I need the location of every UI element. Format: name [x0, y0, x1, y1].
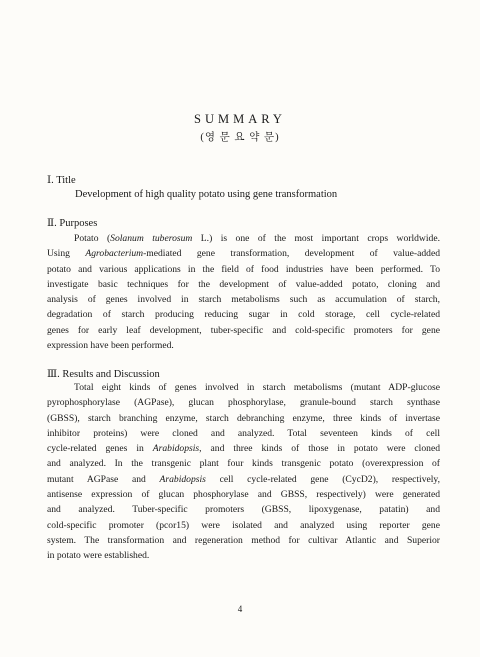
results-paragraph	[47, 380, 440, 564]
section-heading-title: Ⅰ. Title	[47, 175, 76, 186]
results-line: in potato were established.	[47, 550, 150, 562]
purposes-line: degradation of starch producing reducing sugar in cold storage, cell cycle-related	[47, 309, 440, 321]
purposes-line: investigate basic techniques for the development of value-added potato, cloning and	[47, 278, 440, 290]
page-number: 4	[237, 604, 243, 614]
results-line: antisense expression of glucan phosphorylase and GBSS, respectively) were generated	[47, 489, 440, 501]
page-title: SUMMARY	[194, 112, 286, 126]
section-heading-results: Ⅲ. Results and Discussion	[47, 369, 160, 380]
results-line: and analyzed. Tuber-specific promoters (GBSS, lipoxygenase, patatin) and	[47, 504, 440, 516]
section-title-text: Development of high quality potato using gene transformation	[75, 189, 338, 200]
purposes-paragraph	[47, 231, 440, 353]
results-line: system. The transformation and regeneration method for cultivar Atlantic and Superior	[47, 534, 440, 546]
purposes-line: potato and various applications in the field of food industries have been performed. To	[47, 263, 440, 275]
purposes-line: genes for early leaf development, tuber-specific and cold-specific promoters for gene	[47, 324, 440, 336]
results-line: pyrophosphorylase (AGPase), glucan phosphorylase, granule-bound starch synthase	[47, 397, 440, 409]
results-line: cold-specific promoter (pcor15) were isolated and analyzed using reporter gene	[47, 519, 440, 531]
results-line: cycle-related genes in Arabidopsis, and three kinds of those in potato were cloned	[47, 443, 440, 455]
purposes-line: Potato (Solanum tuberosum L.) is one of the most important crops worldwide.	[74, 233, 440, 244]
purposes-line: analysis of genes involved in starch metabolisms such as accumulation of starch,	[47, 294, 440, 306]
page-subtitle: (영 문 요 약 문)	[200, 132, 280, 143]
results-line: (GBSS), starch branching enzyme, starch debranching enzyme, three kinds of invertase	[47, 412, 440, 424]
results-line: inhibitor proteins) were cloned and analyzed. Total seventeen kinds of cell	[47, 427, 440, 439]
purposes-line: Using Agrobacterium-mediated gene transformation, development of value-added	[47, 248, 440, 260]
results-line: and analyzed. In the transgenic plant four kinds transgenic potato (overexpression of	[47, 458, 440, 470]
section-heading-purposes: Ⅱ. Purposes	[47, 218, 98, 229]
results-line: Total eight kinds of genes involved in starch metabolisms (mutant ADP-glucose	[74, 382, 440, 393]
purposes-line: expression have been performed.	[47, 340, 174, 352]
results-line: mutant AGPase and Arabidopsis cell cycle-related gene (CycD2), respectively,	[47, 473, 440, 485]
